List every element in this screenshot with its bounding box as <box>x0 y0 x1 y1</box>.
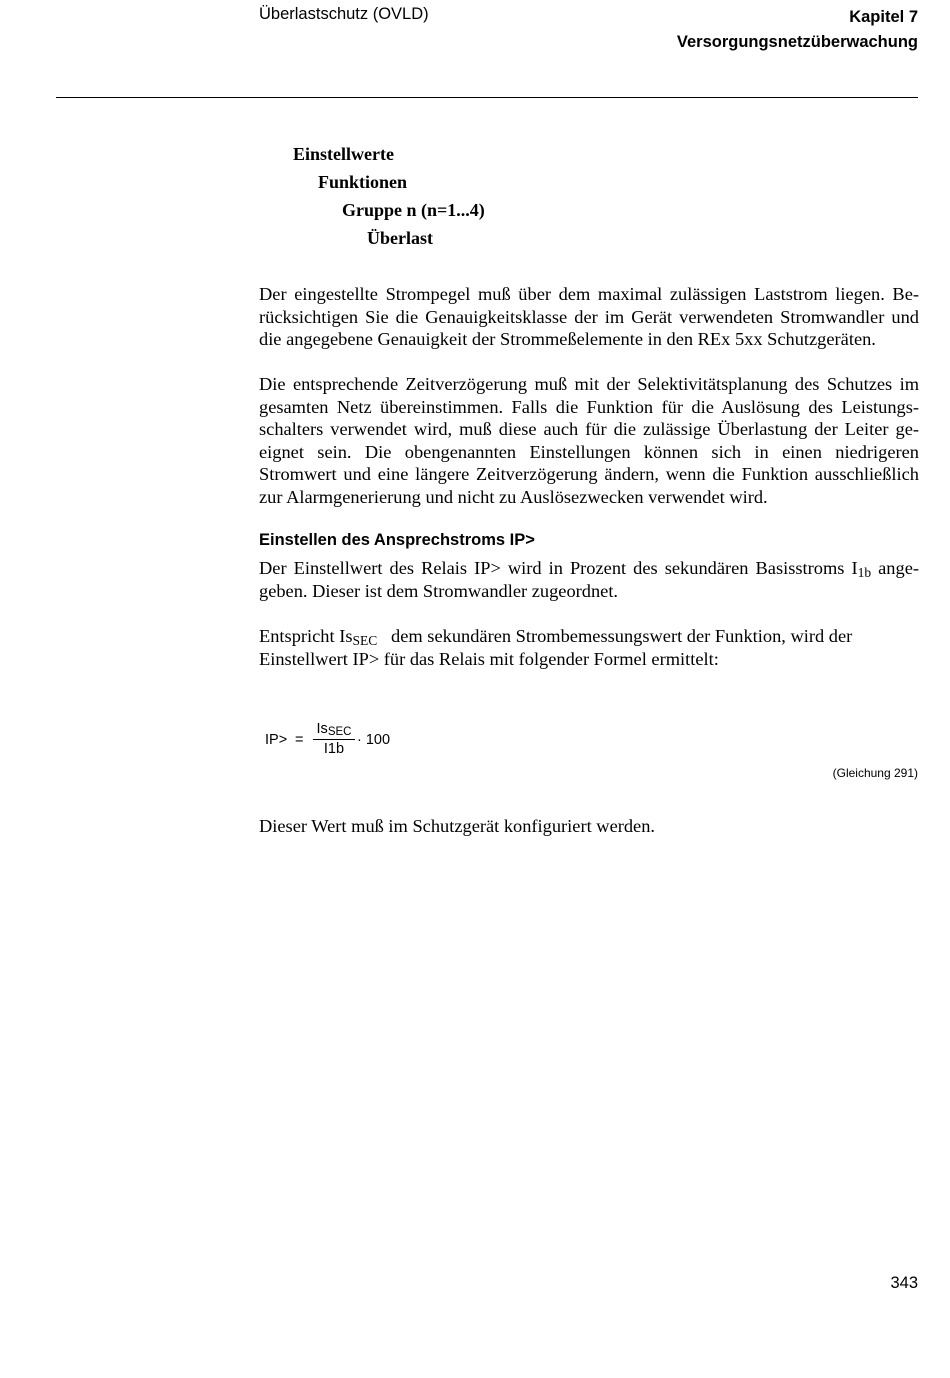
path-level-2: Funktionen <box>318 172 408 192</box>
text-line: Einstellwert IP> für das Relais mit folgender Formel ermittelt: <box>259 648 719 669</box>
page-number: 343 <box>890 1274 918 1292</box>
text-line: gesamten Netz übereinstimmen. Falls die Funktion für die Auslösung des Leistungs- <box>259 396 919 417</box>
text-run: Der Einstellwert des Relais IP> wird in Prozent des sekundären Basisstroms I <box>259 558 858 578</box>
paragraph-setting-value <box>259 557 919 602</box>
path-level-4: Überlast <box>367 228 433 248</box>
numerator-subscript: SEC <box>327 726 352 738</box>
text-line <box>259 625 919 648</box>
formula-multiplier: · 100 <box>357 732 391 748</box>
text-line: rücksichtigen Sie die Genauigkeitsklasse der im Gerät verwendeten Stromwandler und <box>259 306 919 327</box>
formula-lhs: IP> <box>265 732 288 748</box>
text-line: die angegebene Genauigkeit der Strommeßelemente in den REx 5xx Schutzgeräten. <box>259 329 876 350</box>
text-run: dem sekundären Strombemessungswert der Funktion, wird der <box>391 626 853 646</box>
numerator-base: Is <box>316 721 328 737</box>
text-line: Der eingestellte Strompegel muß über dem maximal zulässigen Laststrom liegen. Be- <box>259 284 919 304</box>
text-line: Dieser Wert muß im Schutzgerät konfiguriert werden. <box>259 816 656 836</box>
text-line: Stromwert und eine längere Zeitverzögerung ändern, wenn die Funktion ausschließlich <box>259 464 919 485</box>
equation-number: (Gleichung 291) <box>832 766 918 780</box>
formula-numerator <box>313 720 355 740</box>
text-run: Entspricht Is <box>259 626 353 646</box>
formula-equals: = <box>295 732 304 748</box>
path-level-1: Einstellwerte <box>293 144 394 164</box>
text-run: ange- <box>878 558 919 578</box>
paragraph-time-delay <box>259 373 919 509</box>
subscript: 1b <box>857 565 872 580</box>
text-line <box>259 557 919 580</box>
subscript: SEC <box>352 633 378 648</box>
path-level-3: Gruppe n (n=1...4) <box>342 200 485 220</box>
text-line: schalters verwendet wird, muß diese auch für die zulässige Überlastung der Leiter ge- <box>259 419 919 440</box>
running-header-chapter <box>677 5 918 55</box>
text-line: eignet sein. Die obengenannten Einstellungen können sich in einen niedrigeren <box>259 441 919 462</box>
text-line: Die entsprechende Zeitverzögerung muß mit der Selektivitätsplanung des Schutzes im <box>259 374 919 394</box>
paragraph-formula-intro <box>259 625 919 670</box>
paragraph-current-level <box>259 283 919 351</box>
text-line: zur Alarmgenerierung und nicht zu Auslösezwecken verwendet wird. <box>259 486 768 507</box>
formula-fraction <box>313 720 355 758</box>
settings-path <box>0 140 485 252</box>
chapter-number: Kapitel 7 <box>849 8 918 26</box>
header-rule <box>56 97 918 98</box>
paragraph-conclusion <box>259 815 919 838</box>
running-header-section: Überlastschutz (OVLD) <box>259 5 429 23</box>
text-line: geben. Dieser ist dem Stromwandler zugeordnet. <box>259 580 619 601</box>
formula-denominator: I1b <box>323 741 345 757</box>
section-heading: Einstellen des Ansprechstroms IP> <box>259 531 535 549</box>
chapter-title: Versorgungsnetzüberwachung <box>676 33 918 51</box>
